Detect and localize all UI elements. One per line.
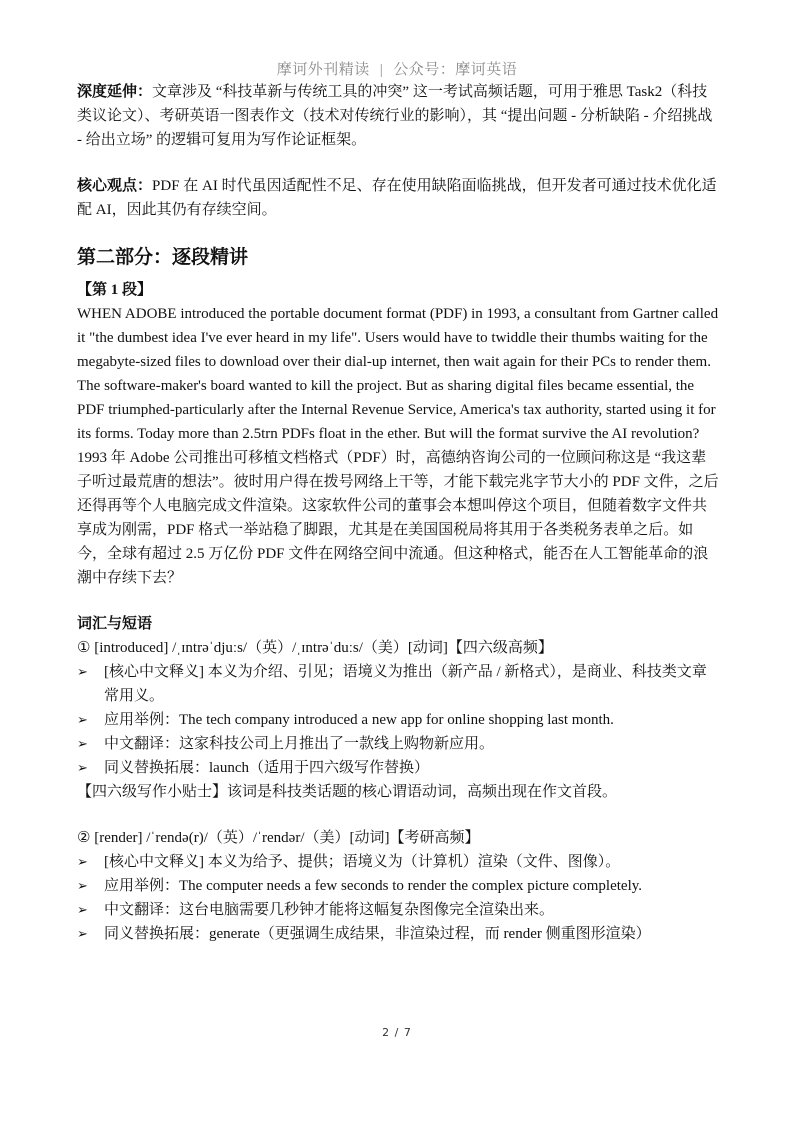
arrow-bullet-icon: ➢ [77, 736, 88, 751]
arrow-bullet-icon: ➢ [77, 926, 88, 941]
english-paragraph: WHEN ADOBE introduced the portable document format (PDF) in 1993, a consultant from Gartner called it "the dumbest idea I've ever heard in my life". Users would have to twiddle their thumbs waiting for the megabyte-sized files to download over their dial-up internet, then wait again for their PCs to render them. The software-maker's board wanted to kill the project. But as sharing digital files became essential, the PDF triumphed-particularly after the Internal Revenue Service, America's tax authority, started using it for its forms. Today more than 2.5trn PDFs float in the ether. But will the format survive the AI revolution? [77, 306, 719, 442]
arrow-bullet-icon: ➢ [77, 902, 88, 917]
core-view-text: PDF 在 AI 时代虽因适配性不足、存在使用缺陷面临挑战，但开发者可通过技术优化适配 AI，因此其仍有存续空间。 [77, 178, 717, 218]
page-number: 2 / 7 [382, 1026, 412, 1039]
page-header [0, 58, 794, 79]
header-right: 公众号：摩诃英语 [393, 62, 518, 78]
paragraph-tag: 【第 1 段】 [77, 282, 153, 298]
deep-extension-label: 深度延伸： [77, 84, 153, 100]
arrow-bullet-icon: ➢ [77, 760, 88, 775]
deep-extension-paragraph [77, 80, 720, 152]
vocab-bullet: ➢ 中文翻译：这家科技公司上月推出了一款线上购物新应用。 [77, 732, 720, 756]
arrow-bullet-icon: ➢ [77, 664, 88, 679]
vocab-bullet: ➢ [核心中文释义] 本义为介绍、引见；语境义为推出（新产品 / 新格式），是商业、科技类文章常用义。 [77, 660, 720, 708]
arrow-bullet-icon: ➢ [77, 854, 88, 869]
vocab-entry-head: ① [introduced] /ˌɪntrəˈdjuːs/（英）/ˌɪntrəˈduːs/（美）[动词]【四六级高频】 [77, 640, 553, 656]
vocab-bullet: ➢ 中文翻译：这台电脑需要几秒钟才能将这幅复杂图像完全渲染出来。 [77, 898, 720, 922]
core-view-label: 核心观点： [77, 178, 153, 194]
header-separator: | [379, 62, 384, 78]
page-content [77, 80, 720, 946]
vocab-bullet: ➢ 应用举例：The computer needs a few seconds to render the complex picture completely. [77, 874, 720, 898]
vocab-bullet: ➢ 同义替换拓展：generate（更强调生成结果，非渲染过程，而 render 侧重图形渲染） [77, 922, 720, 946]
core-view-paragraph [77, 174, 720, 222]
arrow-bullet-icon: ➢ [77, 878, 88, 893]
deep-extension-text: 文章涉及 “科技革新与传统工具的冲突” 这一考试高频话题，可用于雅思 Task2（科技类议论文）、考研英语一图表作文（技术对传统行业的影响），其 “提出问题 - 分析缺陷 - 介绍挑战 - 给出立场” 的逻辑可复用为写作论证框架。 [77, 84, 713, 148]
arrow-bullet-icon: ➢ [77, 712, 88, 727]
vocab-entry-head: ② [render] /ˈrendə(r)/（英）/ˈrendər/（美）[动词]【考研高频】 [77, 830, 480, 846]
section-title: 第二部分：逐段精讲 [77, 247, 249, 268]
writing-tip: 【四六级写作小贴士】该词是科技类话题的核心谓语动词，高频出现在作文首段。 [77, 784, 618, 800]
header-left: 摩诃外刊精读 [276, 62, 370, 78]
chinese-paragraph: 1993 年 Adobe 公司推出可移植文档格式（PDF）时，高德纳咨询公司的一位顾问称这是 “我这辈子听过最荒唐的想法”。彼时用户得在拨号网络上干等，才能下载完兆字节大小的 PDF 文件，之后还得再等个人电脑完成文件渲染。这家软件公司的董事会本想叫停这个项目，但随着数字文件共享成为刚需，PDF 格式一举站稳了脚跟，尤其是在美国国税局将其用于各类税务表单之后。如今，全球有超过 2.5 万亿份 PDF 文件在网络空间中流通。但这种格式，能否在人工智能革命的浪潮中存续下去？ [77, 450, 719, 586]
vocab-bullet: ➢ 同义替换拓展：launch（适用于四六级写作替换） [77, 756, 720, 780]
vocab-bullet: ➢ [核心中文释义] 本义为给予、提供；语境义为（计算机）渲染（文件、图像）。 [77, 850, 720, 874]
vocab-bullet: ➢ 应用举例：The tech company introduced a new app for online shopping last month. [77, 708, 720, 732]
vocab-title: 词汇与短语 [77, 616, 153, 632]
